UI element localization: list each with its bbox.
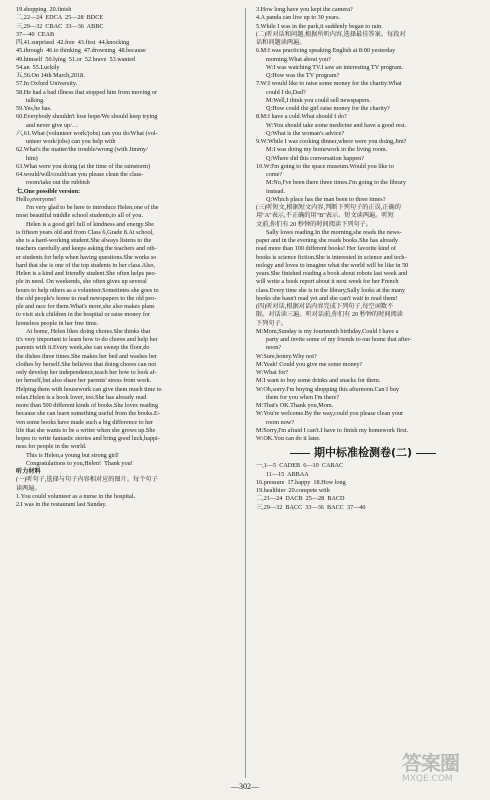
- left-column: [16, 6, 230, 509]
- text-line: er students for help when having questions.She works so: [16, 253, 157, 261]
- text-line: 5.While I was in the park,it suddenly began to rain.: [256, 22, 383, 30]
- text-line: class.Every time she is in the library,Sally looks at the many: [256, 286, 406, 294]
- text-line: 听力材料: [16, 468, 41, 475]
- text-line: 读两遍。: [16, 484, 41, 492]
- text-line: ness for people in the world.: [16, 443, 87, 451]
- text-line: 用"A"表示,不正确的用"B"表示。短文读两遍。听短: [256, 212, 394, 220]
- text-line: paper and in the evening she reads books.She has already: [256, 237, 398, 244]
- page-number: —302—: [231, 782, 259, 791]
- text-line: 45.through 46.to thinking 47.drowning 48.because: [16, 47, 146, 55]
- text-line: 七,One possible version:: [16, 187, 81, 195]
- text-line: M:I want to buy some drinks and snacks for them.: [256, 377, 381, 385]
- text-line: clothes by herself.She believes that doing chores can not: [16, 360, 157, 368]
- text-line: 6.M:I was practicing speaking English at 8:00 yesterday: [256, 47, 396, 55]
- text-line: could I do,Dad?: [266, 88, 306, 96]
- text-line: 57.In Oxford University.: [16, 80, 78, 88]
- text-line: will write a book report about it next week for her French: [256, 278, 399, 286]
- text-line: life that she wants to be a writer when she grows up.She: [16, 426, 156, 434]
- text-line: hopes to write fantastic stories and bring good luck,happi-: [16, 435, 160, 442]
- text-line: ple in need. On weekends, she often gives up several: [16, 278, 147, 286]
- text-line: M:No,I've been there three times.I'm going to the library: [266, 179, 407, 187]
- text-line: Sally loves reading.In the morning,she reads the news-: [266, 228, 402, 236]
- text-line: Helen is a good girl full of kindness and energy.She: [26, 220, 155, 228]
- text-line: and never give up/…: [26, 121, 79, 129]
- text-line: 19.shopping 20.finish: [16, 6, 72, 13]
- text-line: hours to help others as a volunteer.Sometimes she goes to: [16, 286, 159, 294]
- text-line: 三,29—32 CBAC 33—36 ABBC: [16, 22, 104, 30]
- text-line: hard that she is one of the top students in her class.Also,: [16, 261, 156, 269]
- text-line: 四,41.surprised 42.free 43.first 44.knocking: [16, 39, 130, 46]
- right-column: [256, 6, 470, 512]
- text-line: relax.Helen is a book lover, too.She has already read: [16, 393, 147, 401]
- text-line: books she hasn't read yet and she can't wait to read them!: [256, 294, 398, 302]
- text-line: 2.I was in the restaurant last Sunday.: [16, 501, 107, 508]
- text-line: only develop her independence,teach her how to look af-: [16, 369, 157, 376]
- text-line: M:Well,I think you could sell newspapers.: [266, 96, 371, 104]
- text-line: come?: [266, 171, 283, 178]
- text-line: 16.pressure 17.happy 18.How long: [256, 478, 346, 486]
- text-line: I'm very glad to be here to introduce Helen,one of the: [26, 204, 159, 211]
- text-line: W:Sure,honey.Why not?: [256, 352, 317, 360]
- text-line: 话和问题读两遍。: [256, 39, 306, 46]
- text-line: (四)听对话,根据对话内容完成下列句子,每空词数不: [256, 303, 394, 310]
- text-line: Q:How could the girl raise money for the charity?: [266, 105, 390, 112]
- text-line: 58.He had a bad illness that stopped him from moving or: [16, 88, 158, 96]
- text-line: Q:How was the TV program?: [266, 72, 340, 79]
- watermark-logo-text: 答案圈: [402, 751, 459, 775]
- text-line: noon?: [266, 344, 282, 352]
- watermark-domain: MXQE.COM: [402, 774, 453, 784]
- text-line: W:You should take some medicine and have a good rest.: [266, 121, 407, 129]
- text-line: 63.What were you doing (at the time of the rainstorm): [16, 162, 151, 170]
- text-line: more than 500 different kinds of books.She loves reading: [16, 402, 158, 409]
- text-line: 3.How long have you kept the camera?: [256, 6, 353, 13]
- text-line: W:I was watching TV.I saw an interesting TV program.: [266, 63, 404, 71]
- text-line: 1.You could volunteer as a nurse in the hospital.: [16, 492, 135, 500]
- text-line: she is a hard-working student.She always listens to the: [16, 237, 152, 244]
- text-line: 一,1—5 CADEB 6—10 CABAC: [256, 462, 344, 470]
- text-line: instead.: [266, 187, 286, 195]
- text-line: nology and loves to imagine what the world will be like in 50: [256, 261, 409, 269]
- text-line: 59.Yes,he has.: [16, 105, 52, 112]
- text-line: 60.Everybody shouldn't lose hope/We should keep trying: [16, 113, 158, 121]
- text-line: talking.: [26, 96, 45, 104]
- text-line: 7.W:I would like to raise some money for the charity.What: [256, 80, 402, 88]
- text-line: unteer work/jobs) can you help with: [26, 138, 116, 145]
- site-watermark: [402, 752, 480, 792]
- text-line: Q:Where did this conversation happen?: [266, 154, 364, 162]
- text-line: 4.A panda can live up to 30 years.: [256, 14, 341, 22]
- text-line: 9.W:While I was cooking dinner,where were you doing,Jim?: [256, 138, 407, 145]
- text-line: homeless people in her free time.: [16, 319, 99, 327]
- text-line: W:Oh,sorry.I'm buying shopping this afternoon.Can I buy: [256, 385, 399, 393]
- text-line: 10.W:I'm going to the space museum.Would you like to: [256, 162, 394, 170]
- text-line: to visit sick children in the hospital or raise money for: [16, 311, 151, 319]
- text-line: ple and race for them.What's more,she also makes plans: [16, 303, 155, 310]
- text-line: (二)听对话和问题,根据所听内容,选择最佳答案。每段对: [256, 30, 406, 38]
- text-line: them for you when I'm there?: [266, 393, 340, 401]
- text-line: At home, Helen likes doing chores.She thinks that: [26, 327, 151, 335]
- text-line: (三)听短文,根据短文内容,判断下列句子的正误,正确的: [256, 204, 401, 211]
- text-line: 二,21—24 DACB 25—28 BACD: [256, 495, 345, 503]
- text-line: 8.M:I have a cold.What should I do?: [256, 113, 347, 121]
- text-line: 六,61.What (volunteer work/jobs) can you do/What (vol-: [16, 129, 158, 137]
- text-line: W:You're welcome.By the way,could you please clean your: [256, 410, 404, 418]
- text-line: 三,29—32 BACC 33—36 BACC 37—40: [256, 503, 366, 511]
- text-line: 49.himself 50.lying 51.or 52.brave 53.wanted: [16, 55, 136, 63]
- text-line: books is science fiction.She is interested in science and tech-: [256, 253, 407, 261]
- text-line: M:Mom,Sunday is my fourteenth birthday.Could I have a: [256, 327, 399, 335]
- text-line: 下列句子。: [256, 319, 287, 327]
- text-line: 11—15 ABBAA: [266, 470, 309, 478]
- text-line: the dishes three times.She makes her bed and washes her: [16, 352, 157, 360]
- text-line: 37—40 CEAB: [16, 30, 55, 38]
- text-line: W:OK.You can do it later.: [256, 435, 321, 442]
- text-line: 64.would/will/could/can you please clean the class-: [16, 171, 144, 178]
- exam-heading: [256, 446, 470, 460]
- text-line: 限。对话读三遍。听对话前,你们有 20 秒钟的时间阅读: [256, 311, 403, 319]
- text-line: because she can learn something useful from the books.E-: [16, 410, 160, 418]
- text-line: Q:What is the woman's advice?: [266, 129, 345, 137]
- text-line: 五,56.On 14th March,2018.: [16, 72, 85, 79]
- listening-script: [256, 6, 470, 443]
- text-line: morning.What about you?: [266, 55, 331, 63]
- text-line: most beautiful middle school students,to all of you.: [16, 212, 144, 220]
- text-line: years.She finished reading a book about robots last week and: [256, 270, 408, 277]
- text-line: 54.an 55.Luckily: [16, 63, 60, 71]
- text-line: it's very important to learn how to do chores and help her: [16, 336, 158, 343]
- text-line: is fifteen years old and from Class 6,Grade 8.At school,: [16, 228, 154, 236]
- text-line: him): [26, 154, 38, 162]
- text-line: room/take out the rubbish: [26, 179, 90, 187]
- text-line: read more than 100 different books! Her favorite kind of: [256, 245, 396, 253]
- exam-heading-text: 期中标准检测卷(二): [313, 446, 413, 460]
- text-line: ter herself,but also share her parents' stress from work.: [16, 377, 152, 385]
- text-line: M:That's OK.Thank you,Mom.: [256, 402, 334, 409]
- text-line: Helping them with housework can give them much time to: [16, 385, 162, 393]
- text-line: 19.healthier 20.compete with: [256, 487, 330, 494]
- text-line: (一)听句子,选择与句子内容相对应的图片。每个句子: [16, 476, 158, 484]
- text-line: M:Yeah! Could you give me some money?: [256, 360, 363, 368]
- text-line: room now?: [266, 418, 295, 426]
- text-line: 二,22—24 EDCA 25—28 BDCE: [16, 14, 104, 22]
- column-divider: [245, 8, 246, 778]
- text-line: the old people's home to read newspapers to the old peo-: [16, 294, 157, 302]
- text-line: M:I was doing my homework in the living room.: [266, 146, 388, 154]
- text-line: teachers carefully and keeps asking the teachers and oth-: [16, 245, 157, 253]
- text-line: W:What for?: [256, 369, 289, 376]
- text-line: Q:Which place has the man been to three times?: [266, 195, 386, 203]
- text-line: party and invite some of my friends to our home that after-: [266, 336, 412, 343]
- text-line: parents with it.Every week,she can sweep the floor,do: [16, 344, 150, 352]
- text-line: 62.What's the matter/the trouble/wrong (with Jimmy/: [16, 146, 148, 154]
- text-line: Hello,everyone!: [16, 195, 57, 203]
- text-line: Helen is a kind and friendly student.She often helps peo-: [16, 270, 157, 277]
- text-line: This is Helen,a young but strong girl!: [26, 451, 119, 459]
- answer-key: [256, 462, 470, 512]
- text-line: ven some books have made such a big difference to her: [16, 418, 153, 426]
- text-line: 文前,你们有 20 秒钟的时间阅读下列句子。: [256, 220, 373, 228]
- text-line: M:Sorry,I'm afraid I can't.I have to finish my homework first.: [256, 426, 409, 434]
- text-line: Congratulations to you,Helen! Thank you!: [26, 459, 133, 467]
